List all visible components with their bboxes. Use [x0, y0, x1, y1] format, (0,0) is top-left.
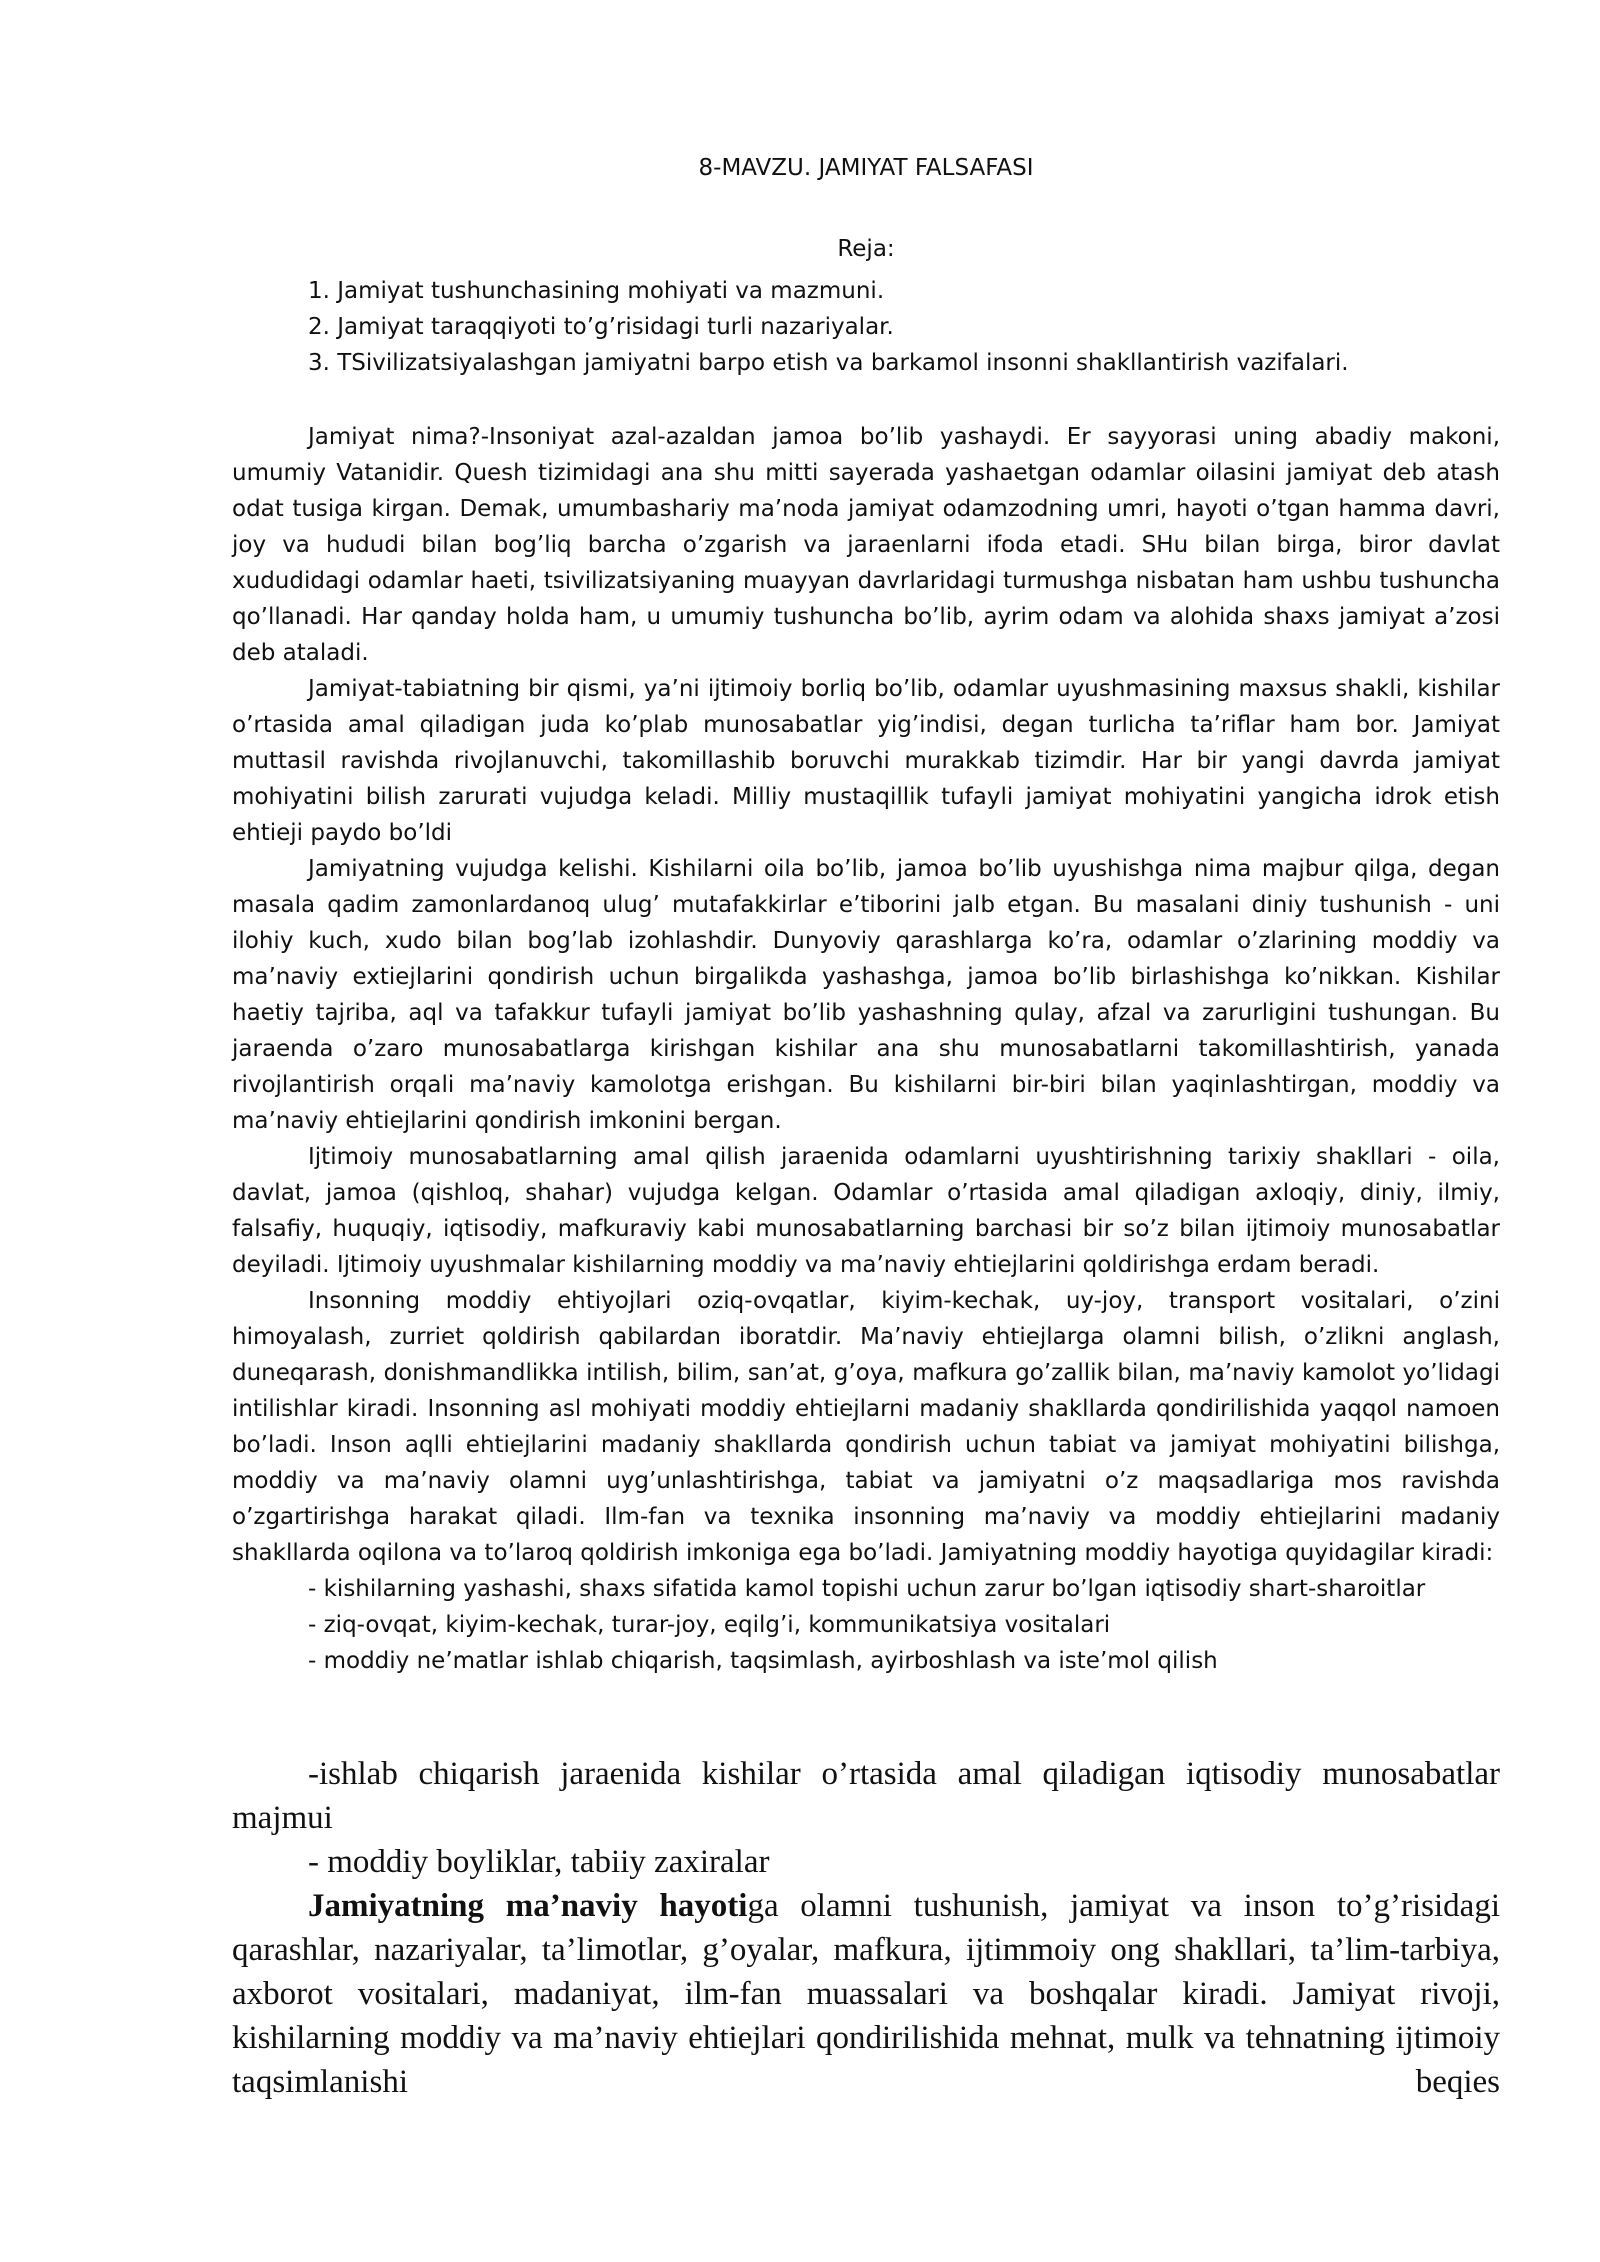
paragraph-text: ga olamni tushunish, jamiyat va inson to’g’risidagi qarashlar, nazariyalar, ta’limotlar, g’oyalar, mafkura, ijtimmoiy ong shakllari, ta’lim-tarbiya, axborot vositalari, madaniyat, ilm-fan muassalari va boshqalar kiradi. Jamiyat rivoji, kishilarning moddiy va ma’naviy ehtiejlari qondirilishida mehnat, mulk va tehnatning ijtimoiy taqsimlanishi beqies [232, 1888, 1500, 2100]
paragraph: -ishlab chiqarish jaraenida kishilar o’rtasida amal qiladigan iqtisodiy munosabatlar majmui [232, 1756, 1500, 1836]
plan-list [308, 273, 1349, 381]
document-page [232, 0, 1500, 2262]
paragraph: - moddiy boyliklar, tabiiy zaxiralar [308, 1844, 770, 1880]
plan-item: 2. Jamiyat taraqqiyoti to’g’risidagi turli nazariyalar. [308, 314, 894, 340]
document-body [232, 419, 1500, 1679]
bold-term: Jamiyatning ma’naviy hayoti [308, 1888, 748, 1924]
plan-item: 3. TSivilizatsiyalashgan jamiyatni barpo etish va barkamol insonni shakllantirish vazifalari. [308, 350, 1349, 376]
list-item: - moddiy ne’matlar ishlab chiqarish, taqsimlash, ayirboshlash va iste’mol qilish [308, 1648, 1218, 1674]
paragraph: Insonning moddiy ehtiyojlari oziq-ovqatlar, kiyim-kechak, uy-joy, transport vositalari, o’zini himoyalash, zurriet qoldirish qabilardan iboratdir. Ma’naviy ehtiejlarga olamni bilish, o’zlikni anglash, duneqarash, donishmandlikka intilish, bilim, san’at, g’oya, mafkura go’zallik bilan, ma’naviy kamolot yo’lidagi intilishlar kiradi. Insonning asl mohiyati moddiy ehtiejlarni madaniy shakllarda qondirilishida yaqqol namoen bo’ladi. Inson aqlli ehtiejlarini madaniy shakllarda qondirish uchun tabiat va jamiyat mohiyatini bilishga, moddiy va ma’naviy olamni uyg’unlashtirishga, tabiat va jamiyatni o’z maqsadlariga mos ravishda o’zgartirishga harakat qiladi. Ilm-fan va texnika insonning ma’naviy va moddiy ehtiejlarini madaniy shakllarda oqilona va to’laroq qoldirish imkoniga ega bo’ladi. Jamiyatning moddiy hayotiga quyidagilar kiradi: [232, 1288, 1500, 1566]
paragraph: Ijtimoiy munosabatlarning amal qilish jaraenida odamlarni uyushtirishning tarixiy shakllari - oila, davlat, jamoa (qishloq, shahar) vujudga kelgan. Odamlar o’rtasida amal qiladigan axloqiy, diniy, ilmiy, falsafiy, huquqiy, iqtisodiy, mafkuraviy kabi munosabatlarning barchasi bir so’z bilan ijtimoiy munosabatlar deyiladi. Ijtimoiy uyushmalar kishilarning moddiy va ma’naviy ehtiejlarini qoldirishga erdam beradi. [232, 1144, 1500, 1278]
paragraph: Jamiyat-tabiatning bir qismi, ya’ni ijtimoiy borliq bo’lib, odamlar uyushmasining maxsus shakli, kishilar o’rtasida amal qiladigan juda ko’plab munosabatlar yig’indisi, degan turlicha ta’riflar ham bor. Jamiyat muttasil ravishda rivojlanuvchi, takomillashib boruvchi murakkab tizimdir. Har bir yangi davrda jamiyat mohiyatini bilish zarurati vujudga keladi. Milliy mustaqillik tufayli jamiyat mohiyatini yangicha idrok etish ehtieji paydo bo’ldi [232, 676, 1500, 846]
material-life-list [232, 1571, 1500, 1679]
document-title: 8-MAVZU. JAMIYAT FALSAFASI [698, 155, 1034, 181]
list-item: - kishilarning yashashi, shaxs sifatida kamol topishi uchun zarur bo’lgan iqtisodiy shart-sharoitlar [308, 1576, 1426, 1602]
paragraph: Jamiyat nima?-Insoniyat azal-azaldan jamoa bo’lib yashaydi. Er sayyorasi uning abadiy makoni, umumiy Vatanidir. Quesh tizimidagi ana shu mitti sayerada yashaetgan odamlar oilasini jamiyat deb atash odat tusiga kirgan. Demak, umumbashariy ma’noda jamiyat odamzodning umri, hayoti o’tgan hamma davri, joy va hududi bilan bog’liq barcha o’zgarish va jaraenlarni ifoda etadi. SHu bilan birga, biror davlat xududidagi odamlar haeti, tsivilizatsiyaning muayyan davrlaridagi turmushga nisbatan ham ushbu tushuncha qo’llanadi. Har qanday holda ham, u umumiy tushuncha bo’lib, ayrim odam va alohida shaxs jamiyat a’zosi deb ataladi. [232, 424, 1500, 666]
plan-heading: Reja: [837, 236, 895, 262]
paragraph: Jamiyatning vujudga kelishi. Kishilarni oila bo’lib, jamoa bo’lib uyushishga nima majbur qilga, degan masala qadim zamonlardanoq ulug’ mutafakkirlar e’tiborini jalb etgan. Bu masalani diniy tushunish - uni ilohiy kuch, xudo bilan bog’lab izohlashdir. Dunyoviy qarashlarga ko’ra, odamlar o’zlarining moddiy va ma’naviy extiejlarini qondirish uchun birgalikda yashashga, jamoa bo’lib birlashishga ko’nikkan. Kishilar haetiy tajriba, aql va tafakkur tufayli jamiyat bo’lib yashashning qulay, afzal va zarurligini tushungan. Bu jaraenda o’zaro munosabatlarga kirishgan kishilar ana shu munosabatlarni takomillashtirish, yanada rivojlantirish orqali ma’naviy kamolotga erishgan. Bu kishilarni bir-biri bilan yaqinlashtirgan, moddiy va ma’naviy ehtiejlarini qondirish imkonini bergan. [232, 856, 1500, 1134]
list-item: - ziq-ovqat, kiyim-kechak, turar-joy, eqilg’i, kommunikatsiya vositalari [308, 1612, 1111, 1638]
large-text-section [232, 1752, 1500, 2104]
paragraph [232, 1884, 1500, 2104]
plan-item: 1. Jamiyat tushunchasining mohiyati va mazmuni. [308, 278, 885, 304]
